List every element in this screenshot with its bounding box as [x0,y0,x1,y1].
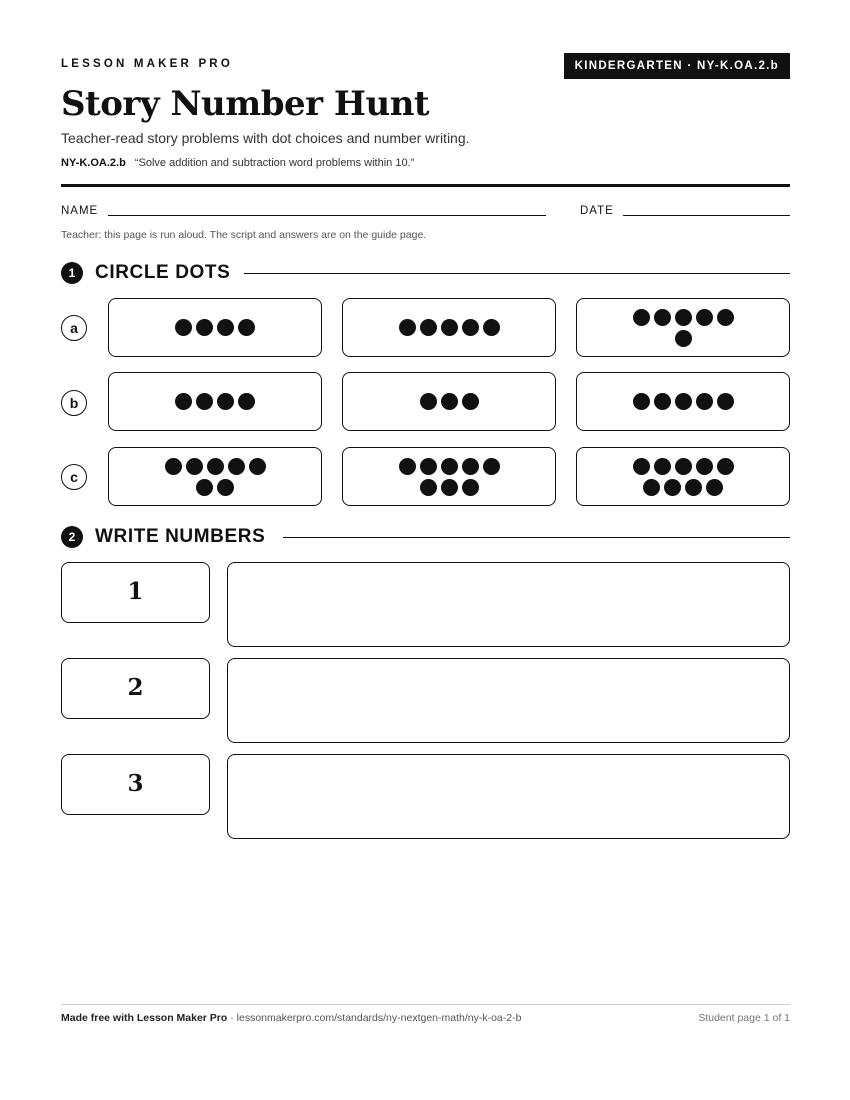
dot-choice[interactable] [108,298,322,357]
dot [483,319,500,336]
dot [696,309,713,326]
dot [633,309,650,326]
row-label-c: c [61,464,87,490]
dot [462,479,479,496]
dot [643,479,660,496]
standard-code: NY-K.OA.2.b [61,157,126,169]
dot-row [175,319,255,336]
dot-choice[interactable] [576,372,790,431]
dot-row [633,393,734,410]
dot-row [399,458,500,475]
footer-divider [61,1004,790,1005]
name-label: NAME [61,205,99,217]
dot [675,458,692,475]
dot-row [643,479,723,496]
dot [633,458,650,475]
dot [654,458,671,475]
dot [717,393,734,410]
dot-choice[interactable] [342,372,556,431]
dot [675,309,692,326]
dot-choice[interactable] [576,447,790,506]
dot [441,319,458,336]
dot [196,319,213,336]
footer-made-by: Made free with Lesson Maker Pro [61,1012,228,1024]
dot [685,479,702,496]
dot-row [196,479,234,496]
section-1-header [61,261,790,287]
footer-separator: · [227,1012,237,1024]
footer-url[interactable]: lessonmakerpro.com/standards/ny-nextgen-math/ny-k-oa-2-b [236,1012,522,1024]
dot [420,479,437,496]
date-label: DATE [580,205,614,217]
dot-row [165,458,266,475]
row-label-b: b [61,390,87,416]
dot [249,458,266,475]
dot [441,393,458,410]
dot [420,319,437,336]
dot [633,393,650,410]
dot-choice[interactable] [108,447,322,506]
dot [165,458,182,475]
section-2-rule [283,537,790,538]
dot-row [399,319,500,336]
brand-name: LESSON MAKER PRO [61,58,233,70]
dot-choice[interactable] [108,372,322,431]
dot-row [675,330,692,347]
dot [483,458,500,475]
dot-choice[interactable] [576,298,790,357]
dot-choice[interactable] [342,298,556,357]
dot [654,309,671,326]
dot [175,393,192,410]
dot [217,479,234,496]
dot [441,458,458,475]
dot [717,309,734,326]
dot [675,393,692,410]
dot [462,319,479,336]
worksheet-page [61,0,790,1100]
dot [696,458,713,475]
standard-description: “Solve addition and subtraction word problems within 10.” [134,157,415,169]
worksheet-subtitle: Teacher-read story problems with dot choices and number writing. [61,130,470,146]
dot [696,393,713,410]
header-divider [61,184,790,187]
problem-number-box: 1 [61,562,210,623]
dot [217,393,234,410]
dot [664,479,681,496]
dot [717,458,734,475]
dot-row [175,393,255,410]
section-2-header [61,525,790,551]
dot [462,458,479,475]
dot [706,479,723,496]
write-answer-box[interactable] [227,754,790,839]
dot [238,319,255,336]
dot [196,393,213,410]
dot-row [633,309,734,326]
footer-credit [61,1012,521,1024]
problem-number-box: 2 [61,658,210,719]
dot-choice[interactable] [342,447,556,506]
standard-line [61,157,414,169]
row-label-a: a [61,315,87,341]
dot [196,479,213,496]
dot [186,458,203,475]
dot [175,319,192,336]
date-field[interactable] [623,215,790,216]
dot [399,458,416,475]
dot [238,393,255,410]
footer-page-label: Student page 1 of 1 [698,1012,790,1024]
dot-row [633,458,734,475]
dot [441,479,458,496]
name-field[interactable] [108,215,546,216]
teacher-note: Teacher: this page is run aloud. The script and answers are on the guide page. [61,229,427,241]
dot [462,393,479,410]
dot [399,319,416,336]
write-answer-box[interactable] [227,658,790,743]
section-1-rule [244,273,790,274]
dot-row [420,393,479,410]
dot [654,393,671,410]
section-1-number: 1 [61,262,83,284]
dot [420,393,437,410]
problem-number-box: 3 [61,754,210,815]
write-answer-box[interactable] [227,562,790,647]
section-2-number: 2 [61,526,83,548]
dot [228,458,245,475]
dot [207,458,224,475]
worksheet-title: Story Number Hunt [61,84,430,124]
section-1-title: CIRCLE DOTS [95,262,231,283]
grade-standard-badge: KINDERGARTEN · NY-K.OA.2.b [564,53,790,79]
dot [217,319,234,336]
dot [420,458,437,475]
section-2-title: WRITE NUMBERS [95,526,266,547]
dot [675,330,692,347]
dot-row [420,479,479,496]
